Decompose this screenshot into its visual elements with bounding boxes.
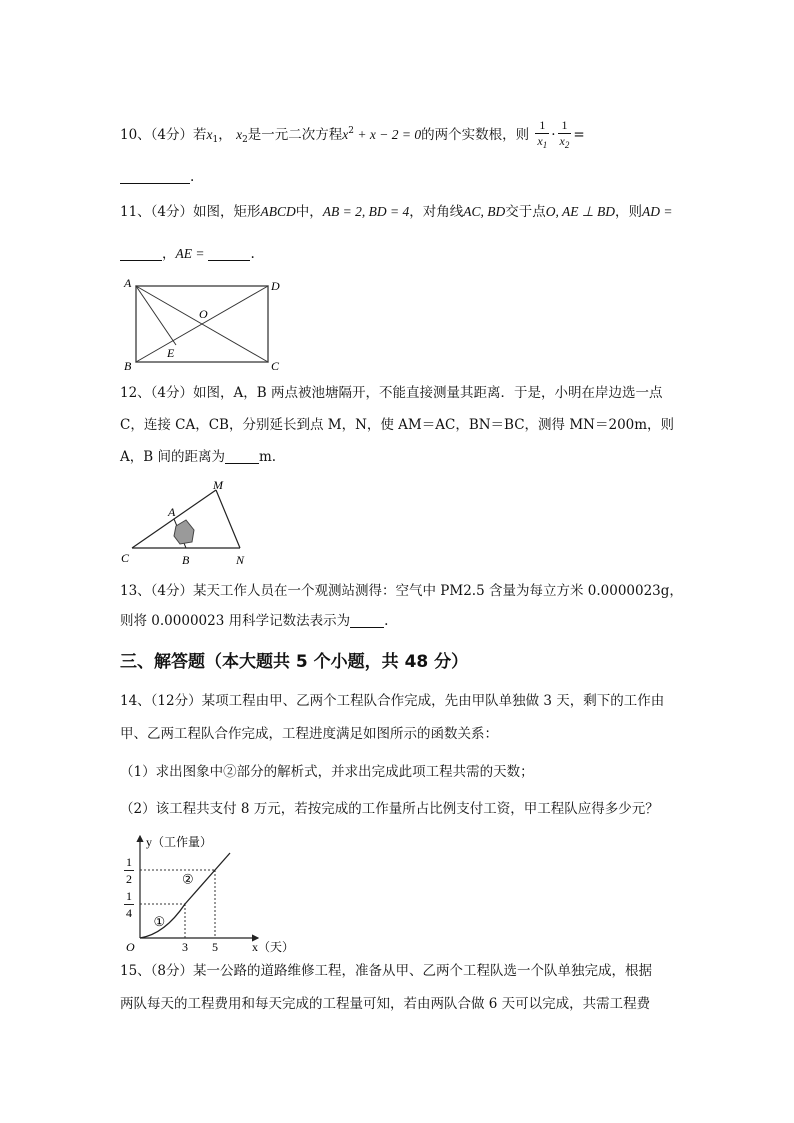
q10-eq-pow: 2 bbox=[348, 126, 355, 136]
q10-var-x1: x bbox=[206, 127, 213, 142]
x-tick-5: 5 bbox=[212, 940, 218, 954]
q13-blank[interactable] bbox=[350, 613, 384, 628]
q10-frac2-den bbox=[558, 134, 572, 153]
q10-frac2-sub: 2 bbox=[564, 140, 570, 150]
q11-sep: ， bbox=[162, 246, 176, 262]
q14-line2: 甲、乙两工程队合作完成，工程进度满足如图所示的函数关系： bbox=[120, 726, 498, 742]
q11-given: AB = 2, BD = 4 bbox=[322, 204, 410, 219]
q10-eq-rest: + x − 2 = 0 bbox=[354, 127, 422, 142]
q12-line3a: A，B 间的距离为 bbox=[120, 449, 225, 465]
q12-line2: C，连接 CA，CB，分别延长到点 M，N，使 AM＝AC，BN＝BC，测得 MN＝200m，则 bbox=[120, 417, 675, 433]
q10-prefix: 10、（4分）若 bbox=[120, 127, 207, 143]
label-e: E bbox=[167, 346, 175, 360]
q11-mid3: 交于点 bbox=[505, 204, 546, 220]
q10-sub2: 2 bbox=[242, 135, 248, 145]
y-tick-num-1: 1 bbox=[126, 889, 132, 903]
q10-eq-x: x bbox=[342, 127, 349, 142]
seg-mn bbox=[216, 490, 240, 548]
q11-mid4: ，则 bbox=[615, 204, 643, 220]
origin-label: O bbox=[126, 940, 135, 954]
q13-line2a: 则将 0.0000023 用科学记数法表示为 bbox=[120, 613, 351, 629]
q11-mid1: 中， bbox=[295, 204, 323, 220]
q10-frac2-num: 1 bbox=[558, 118, 572, 134]
q10-answer-line bbox=[120, 168, 194, 186]
q10-sub1: 1 bbox=[212, 135, 219, 145]
q14-sub1: （1）求出图象中②部分的解析式，并求出完成此项工程共需的天数； bbox=[120, 764, 534, 780]
y-tick-num-0: 1 bbox=[126, 855, 132, 869]
q10-frac2 bbox=[558, 118, 572, 153]
y-axis-label: y（工作量） bbox=[146, 835, 213, 849]
q10-suffix: 的两个实数根，则 bbox=[421, 127, 530, 143]
q10-mid: 是一元二次方程 bbox=[247, 127, 343, 143]
y-tick-den-1: 4 bbox=[126, 906, 132, 920]
label-m: M bbox=[213, 478, 223, 492]
q11-ae: AE = bbox=[175, 246, 205, 261]
q10-frac2-x: x bbox=[559, 134, 565, 148]
seg-ae bbox=[136, 286, 176, 345]
pond-shape bbox=[174, 520, 194, 544]
label-c: C bbox=[271, 359, 280, 373]
q10-frac1-num: 1 bbox=[535, 118, 549, 134]
q12-line1: 12、（4分）如图，A，B 两点被池塘隔开，不能直接测量其距离．于是，小明在岸边选一点 bbox=[120, 385, 663, 401]
x-axis-label: x（天） bbox=[252, 940, 295, 954]
q10-frac1 bbox=[535, 118, 549, 153]
q11-rectangle-figure bbox=[120, 278, 290, 374]
q10-frac1-den bbox=[535, 134, 549, 153]
q13-line2b: . bbox=[384, 613, 389, 629]
q13-line2 bbox=[120, 612, 388, 630]
q11-blank-ae[interactable] bbox=[208, 246, 250, 261]
q10-frac1-sub: 1 bbox=[542, 140, 548, 150]
x-tick-3: 3 bbox=[182, 940, 188, 954]
q11-cond: O, AE ⊥ BD bbox=[545, 204, 616, 219]
label-o: O bbox=[199, 307, 208, 321]
work-progress-chart bbox=[118, 830, 318, 955]
label-b: B bbox=[182, 553, 190, 567]
q14-line1: 14、（12分）某项工程由甲、乙两个工程队合作完成，先由甲队单独做 3 天，剩下的工作由 bbox=[120, 693, 665, 709]
q11-ad: AD = bbox=[642, 204, 673, 219]
q15-line1: 15、（8分）某一公路的道路维修工程，准备从甲、乙两个工程队选一个队单独完成，根据 bbox=[120, 963, 653, 979]
q12-line3b: m. bbox=[258, 449, 277, 465]
label-b: B bbox=[124, 359, 132, 373]
label-a: A bbox=[168, 505, 176, 519]
label-c: C bbox=[121, 551, 130, 565]
q12-blank[interactable] bbox=[225, 449, 259, 464]
q10-end: . bbox=[190, 169, 195, 185]
q14-sub2: （2）该工程共支付 8 万元，若按完成的工作量所占比例支付工资，甲工程队应得多少元？ bbox=[120, 801, 659, 817]
q11-end: . bbox=[250, 246, 255, 262]
q10-dot: · bbox=[551, 127, 556, 143]
q10-blank[interactable] bbox=[120, 169, 190, 184]
label-n: N bbox=[236, 553, 245, 567]
q11-prefix: 11、（4分）如图，矩形 bbox=[120, 204, 261, 220]
q12-pond-figure bbox=[118, 478, 278, 568]
q11-line bbox=[120, 203, 673, 221]
q11-blank-ad[interactable] bbox=[120, 246, 162, 261]
q11-diag: AC, BD bbox=[463, 204, 506, 219]
q11-answer-line bbox=[120, 245, 255, 263]
q12-line3 bbox=[120, 448, 276, 466]
label-d: D bbox=[271, 279, 280, 293]
q10-equals: = bbox=[573, 127, 585, 143]
q10-frac1-x: x bbox=[537, 134, 543, 148]
q15-line2: 两队每天的工程费用和每天完成的工程量可知，若由两队合做 6 天可以完成，共需工程费 bbox=[120, 996, 651, 1012]
q10-line bbox=[120, 118, 585, 153]
q11-mid2: ，对角线 bbox=[409, 204, 464, 220]
label-a: A bbox=[124, 278, 132, 290]
q10-sep: ， bbox=[218, 127, 232, 143]
y-tick-den-0: 2 bbox=[126, 872, 132, 886]
section3-heading: 三、解答题（本大题共 5 个小题，共 48 分） bbox=[120, 652, 469, 672]
q11-rect: ABCD bbox=[260, 204, 296, 219]
q10-var-x2: x bbox=[236, 127, 243, 142]
segment-label-1: ① bbox=[153, 913, 166, 929]
q13-line1: 13、（4分）某天工作人员在一个观测站测得：空气中 PM2.5 含量为每立方米 0.0000023g， bbox=[120, 583, 683, 599]
segment-label-2: ② bbox=[182, 871, 194, 887]
